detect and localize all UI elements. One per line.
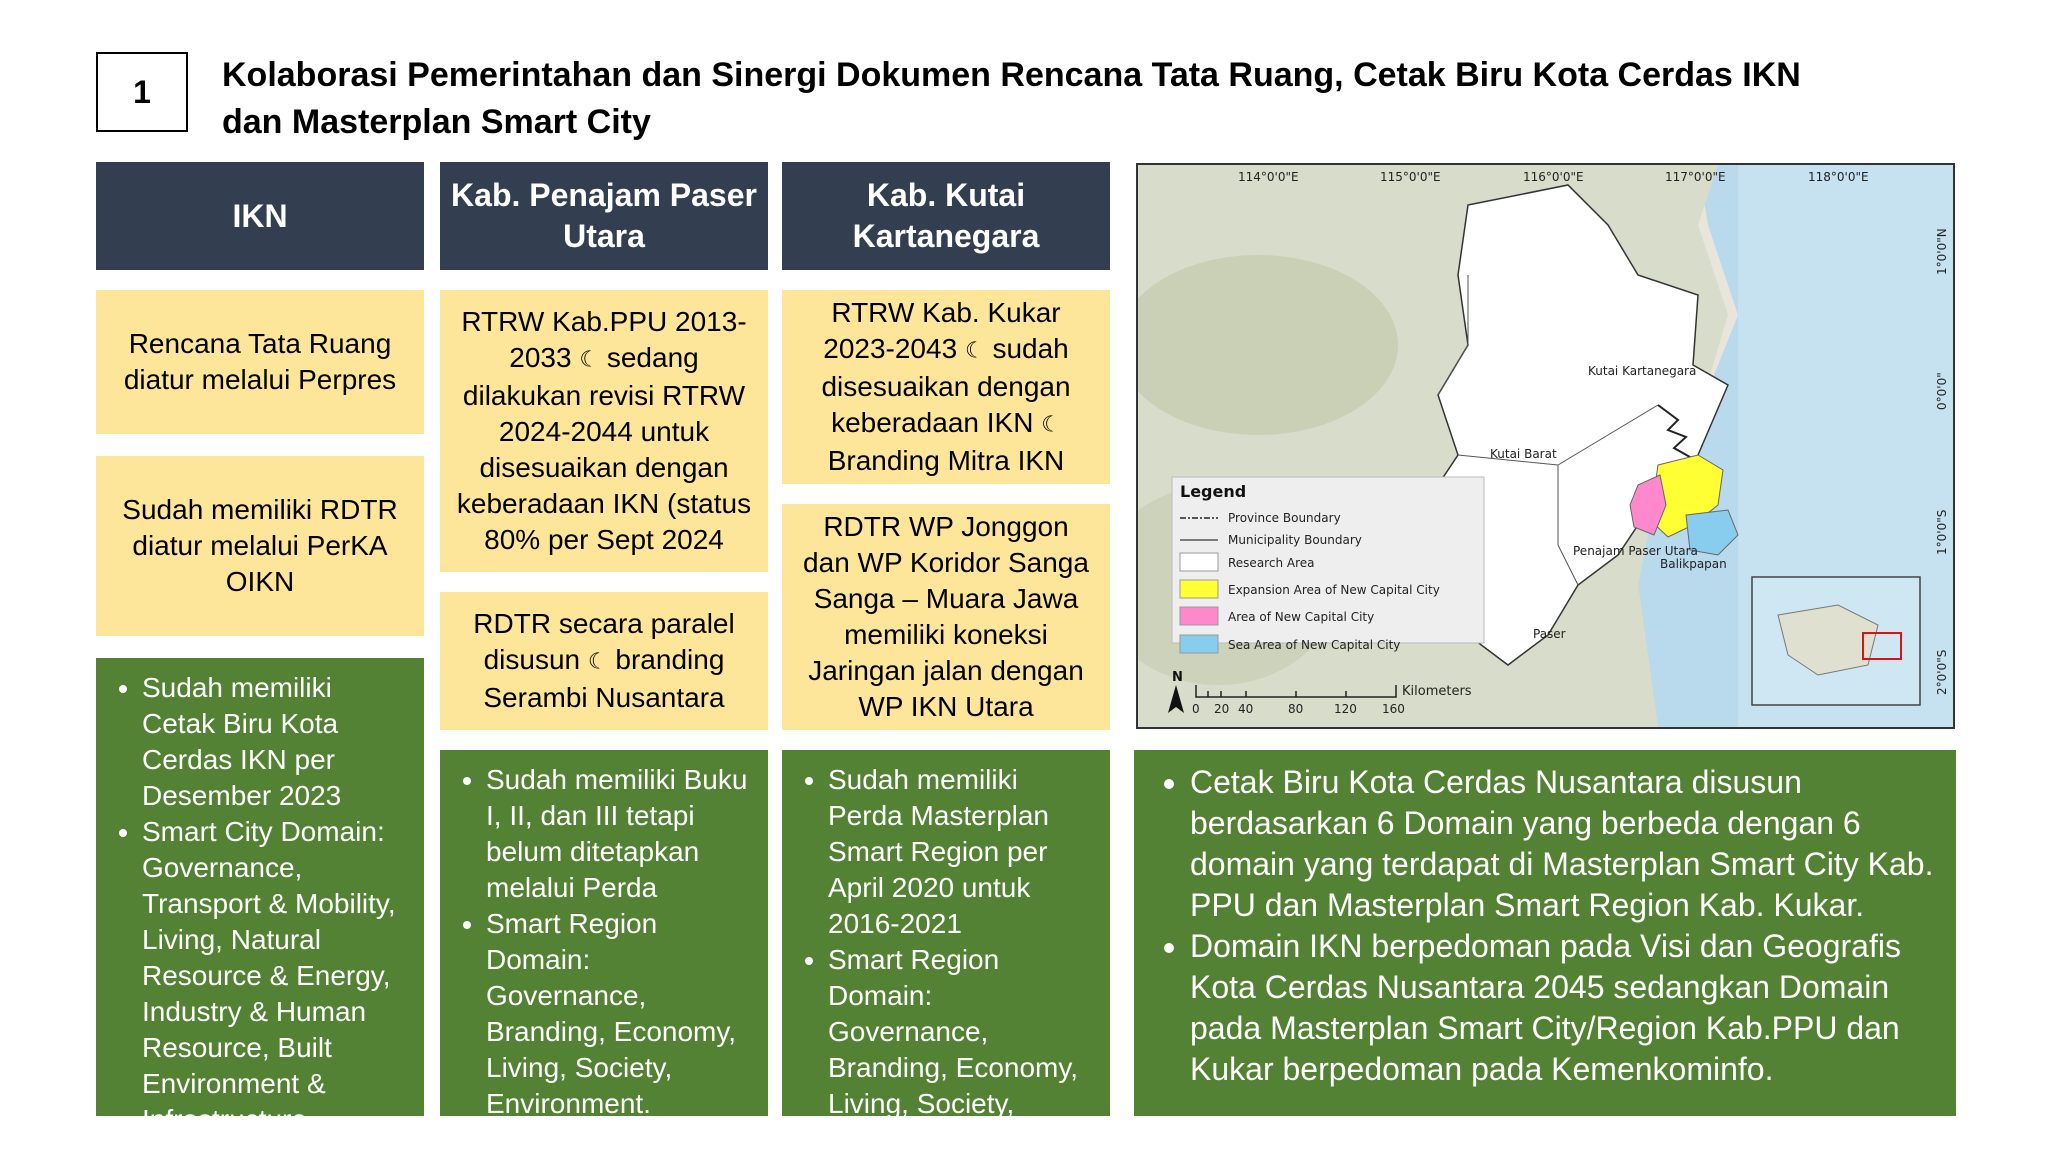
- slide-title: Kolaborasi Pemerintahan dan Sinergi Dokumen Rencana Tata Ruang, Cetak Biru Kota Cerdas IKN dan Masterplan Smart City: [222, 56, 1801, 141]
- north-label: N: [1172, 670, 1183, 685]
- list-item: • Sudah memiliki Perda Masterplan Smart Region per April 2020 untuk 2016-2021: [828, 762, 1096, 942]
- lon-label: 117°0'0"E: [1665, 170, 1726, 184]
- region-label: Paser: [1533, 627, 1566, 641]
- list-item: • Cetak Biru Kota Cerdas Nusantara disusun berdasarkan 6 Domain yang berbeda dengan 6 domain yang terdapat di Masterplan Smart City Kab. PPU dan Masterplan Smart Region Kab. Kukar.: [1190, 762, 1942, 926]
- kukar-rtrw-text-2: sudah disesuaikan dengan keberadaan IKN: [821, 333, 1071, 438]
- moon-icon: ☾: [964, 338, 985, 363]
- slide-number: 1: [96, 52, 188, 132]
- list-item: • Sudah memiliki Buku I, II, dan III tetapi belum ditetapkan melalui Perda: [486, 762, 754, 906]
- kukar-bullets: [782, 750, 1110, 1155]
- scale-tick: 20: [1214, 702, 1230, 716]
- moon-icon: ☾: [579, 346, 600, 372]
- moon-icon: ☾: [1041, 411, 1061, 437]
- ikn-rdtr-box: Sudah memiliki RDTR diatur melalui PerKA OIKN: [96, 456, 424, 636]
- lat-label: 1°0'0"N: [1935, 228, 1949, 275]
- map-graphic: [1138, 165, 1953, 727]
- scale-tick: 80: [1288, 702, 1304, 716]
- kukar-rdtr-box: RDTR WP Jonggon dan WP Koridor Sanga Sanga – Muara Jawa memiliki koneksi Jaringan jalan dengan WP IKN Utara: [782, 504, 1110, 730]
- legend-title: Legend: [1180, 482, 1247, 501]
- moon-icon: ☾: [587, 648, 608, 674]
- scale-tick: 160: [1382, 702, 1405, 716]
- kukar-rtrw-text-3: Branding Mitra IKN: [827, 444, 1065, 476]
- map-legend: [1172, 477, 1484, 653]
- header-kukar: Kab. Kutai Kartanegara: [782, 162, 1110, 270]
- ppu-rdtr-text-1: RDTR secara paralel disusun: [473, 608, 735, 676]
- scale-tick: 0: [1192, 702, 1200, 716]
- list-item: • Domain IKN berpedoman pada Visi dan Geografis Kota Cerdas Nusantara 2045 sedangkan Domain pada Masterplan Smart City/Region Kab.PPU dan Kukar berpedoman pada Kemenkominfo.: [1190, 926, 1942, 1090]
- ppu-rdtr-text-2: branding Serambi Nusantara: [483, 644, 725, 713]
- ppu-rdtr-box: [440, 592, 768, 730]
- header-ikn: IKN: [96, 162, 424, 270]
- kukar-rtrw-box: [782, 290, 1110, 484]
- regional-map: [1136, 163, 1955, 729]
- header-ppu: Kab. Penajam Paser Utara: [440, 162, 768, 270]
- region-label: Kutai Barat: [1490, 447, 1557, 461]
- ppu-bullets: [440, 750, 768, 1119]
- list-item: • Smart Region Domain: Governance, Branding, Economy, Living, Society, Environment.: [828, 942, 1096, 1158]
- summary-bullets: [1134, 750, 1956, 1116]
- scale-tick: 120: [1334, 702, 1357, 716]
- lat-label: 2°0'0"S: [1935, 649, 1949, 695]
- region-label: Balikpapan: [1660, 557, 1727, 571]
- lat-label: 1°0'0"S: [1935, 509, 1949, 555]
- legend-item: Expansion Area of New Capital City: [1228, 583, 1440, 597]
- lon-label: 115°0'0"E: [1380, 170, 1441, 184]
- legend-item: Province Boundary: [1228, 511, 1341, 525]
- scale-unit: Kilometers: [1402, 684, 1472, 699]
- region-label: Penajam Paser Utara: [1573, 544, 1698, 558]
- legend-item: Research Area: [1228, 556, 1315, 570]
- ppu-rtrw-box: [440, 290, 768, 572]
- legend-item: Municipality Boundary: [1228, 533, 1362, 547]
- lon-label: 116°0'0"E: [1523, 170, 1584, 184]
- lon-label: 118°0'0"E: [1808, 170, 1869, 184]
- region-label: Kutai Kartanegara: [1588, 364, 1697, 378]
- lon-label: 114°0'0"E: [1238, 170, 1299, 184]
- ppu-rtrw-text-1: RTRW Kab.PPU 2013-2033: [461, 306, 747, 374]
- list-item: • Smart Region Domain: Governance, Branding, Economy, Living, Society, Environment.: [486, 906, 754, 1122]
- list-item: • Sudah memiliki Cetak Biru Kota Cerdas IKN per Desember 2023: [142, 670, 410, 814]
- kukar-rtrw-text-1: RTRW Kab. Kukar 2023-2043: [823, 297, 1061, 365]
- ppu-rtrw-text-2: sedang dilakukan revisi RTRW 2024-2044 untuk disesuaikan dengan keberadaan IKN (status 80% per Sept 2024: [456, 342, 752, 555]
- lat-label: 0°0'0": [1935, 372, 1949, 410]
- ikn-rtr-box: Rencana Tata Ruang diatur melalui Perpres: [96, 290, 424, 434]
- ikn-bullets: [96, 658, 424, 1135]
- legend-item: Area of New Capital City: [1228, 610, 1375, 624]
- list-item: • Smart City Domain: Governance, Transport & Mobility, Living, Natural Resource & Energy, Industry & Human Resource, Built Environment & Infrastructure.: [142, 814, 410, 1138]
- scale-tick: 40: [1238, 702, 1254, 716]
- legend-item: Sea Area of New Capital City: [1228, 638, 1401, 652]
